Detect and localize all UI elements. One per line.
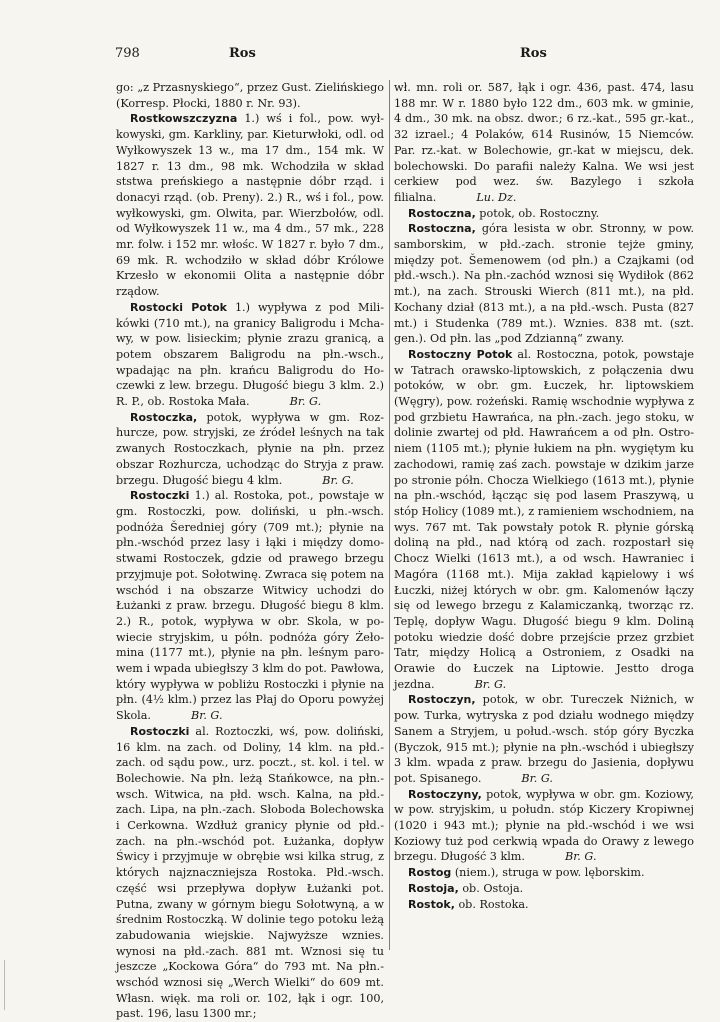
entry-headword: Rostoczki	[130, 489, 190, 503]
entry-headword: Rostog	[408, 866, 452, 880]
running-head-left: Ros	[229, 46, 256, 61]
page-number: 798	[115, 46, 140, 61]
entry-headword: Rostoczna,	[408, 206, 476, 220]
entry-text: potok, w obr. Tureczek Niżnich, w pow. Turka, wytryska z pod działu wodnego między Sanem a Stryjem, u połud.-wsch. stóp góry Byczka (Byczok, 915 mt.); płynie na płn.-wschód i ubiegłszy 3 klm. wpada z praw. brzegu do Jasienia, dopływu pot. Spisanego.	[394, 693, 694, 785]
entry-signature: Br. G.	[521, 771, 553, 785]
entry-signature: Br. G.	[289, 395, 322, 409]
entry-headword: Rostoja,	[408, 881, 459, 895]
entry-signature: Br. G.	[474, 677, 507, 691]
entry-headword: Rostocki Potok	[130, 300, 227, 314]
margin-mark	[4, 960, 11, 1010]
entry-cont2	[394, 80, 694, 206]
entry-text: potok, ob. Rostoczny.	[475, 206, 600, 220]
entry-text: wł. mn. roli or. 587, łąk i ogr. 436, past. 474, lasu 188 mr. W r. 1880 było 122 dm., 603 mk. w gminie, 4 dm., 30 mk. na obsz. dwor.; 6 rz.-kat., 595 gr.-kat., 32 izrael.; 4 Polaków, 614 Rusinów, 15 Niemców. Par. rz.-kat. w Bolechowie, gr.-kat w miejscu, dek. bolechowski. Do parafii należy Kalna. We wsi jest cerkiew pod wez. św. Bazylego i szkoła filialna.	[394, 81, 694, 204]
entry-text: potok, wypływa w gm. Rozhurcze, pow. stryjski, ze źródeł leśnych na tak zwanych Rostoczkach, płynie na płn. przez obszar Rozhurcza, uchodząc do Stryja z praw. brzegu. Długość biegu 4 klm.	[116, 410, 384, 487]
entry-rostog	[394, 865, 694, 881]
entry-text: al. Roztoczki, wś, pow. doliński, 16 klm. na zach. od Doliny, 14 klm. na płd.-zach. od sądu pow., urz. poczt., st. kol. i tel. w Bolechowie. Na płn. leżą Stańkowce, na płn.-wsch. Witwica, na płd. wsch. Kalna, na płd.-zach. Lipa, na płn.-zach. Słoboda Bolechowska i Cerkowna. Wzdłuż granicy płynie od płd.-zach. na płn.-wschód pot. Łużanka, dopływ Świcy i przyjmuje w obrębie wsi kilka strug, z których najznaczniejsza Rostoka. Płd.-wsch. część wsi przepływa dopływ Łużanki pot. Putna, zwany w górnym biegu Sołotwyną, a w średnim Rostoczką. W dolinie tego potoku leżą zabudowania wiejskie. Najwyższe wznies. wynosi na płd.-zach. 881 mt. Wznosi się tu jeszcze „Kockowa Góra“ do 793 mt. Na płn.-wschód wznosi się „Werch Wielki“ do 609 mt. Własn. więk. ma roli or. 102, łąk i ogr. 100, past. 196, lasu 1300 mr.;	[116, 724, 384, 1021]
entry-headword: Rostoczna,	[408, 222, 476, 236]
entry-rostoczka	[116, 410, 384, 489]
entry-headword: Rostoczyn,	[408, 693, 476, 707]
entry-headword: Rostoczny Potok	[408, 347, 513, 361]
entry-text: ob. Ostoja.	[458, 881, 524, 895]
running-head-right: Ros	[520, 46, 547, 61]
entry-signature: Br. G.	[322, 473, 354, 487]
entry-signature: Br. G.	[564, 850, 597, 864]
entry-rostoja	[394, 881, 694, 897]
entry-text: potok, wypływa w obr. gm. Koziowy, w pow. stryjskim, u połudn. stóp Kiczery Kropiwnej (1020 i 943 mt.); płynie na płd.-wschód i we wsi Koziowy tuż pod cerkwią wpada do Orawy z lewego brzegu. Długość 3 klm.	[394, 787, 694, 864]
entry-text: ob. Rostoka.	[454, 897, 529, 911]
entry-rostoczna-1	[394, 206, 694, 222]
page-header	[115, 46, 695, 64]
entry-text: al. Rostoczna, potok, powstaje w Tatrach orawsko-liptowskich, z połączenia dwu potoków, w obr. gm. Łuczek, hr. liptowskiem (Węgry), pow. rożeński. Ramię wschodnie wypływa z pod grzbietu Hawrańca, na płn.-zach. jego stoku, w dolinie zwartej od płd. Hawrańcem a od płn. Ostroniem (1105 mt.); płynie łukiem na płn. wygiętym ku zachodowi, ramię zaś zach. powstaje w dzikim jarze po stronie półn. Chocza Wielkiego (1613 mt.), płynie na płn.-wschód, łącząc się pod lasem Praszywą, u stóp Holicy (1089 mt.), z ramieniem wschodniem, na wys. 767 mt. Tak powstały potok R. płynie górską doliną na płd., nad którą od zach. rozpostarł się Chocz Wielki (1613 mt.), a od wsch. Hawraniec i Magóra (1168 mt.). Mija zakład kąpielowy i wś Łuczki, niżej których w obr. gm. Kalomenów łączy się od lewego brzegu z Kalamiczanką, tworząc rz. Teplę, dopływ Wagu. Długość biegu 9 klm. Doliną potoku wiedzie dość dobre przejście przez grzbiet Tatr, między Holicą a Ostroniem, z Osadki na Orawie do Łuczek na Liptowie. Jestto droga jezdna.	[394, 347, 694, 691]
entry-rostoczna-2	[394, 221, 694, 347]
entry-text: 1.) wypływa z pod Milikówki (710 mt.), na granicy Baligrodu i Mchawy, w pow. lisieckim; płynie zrazu granicą, a potem obszarem Baligrodu na płn.-wsch., wpadając na płn. krańcu Baligrodu do Hoczewki z lew. brzegu. Długość biegu 3 klm. 2.) R. P., ob. Rostoka Mała.	[116, 300, 384, 409]
entry-rostoczny-potok	[394, 347, 694, 692]
entry-cont	[116, 80, 384, 111]
entry-text: 1.) wś i fol., pow. wyłkowyski, gm. Karkliny, par. Kieturwłoki, odl. od Wyłkowyszek 13 w., ma 17 dm., 154 mk. W 1827 r. 13 dm., 98 mk. Wchodziła w skład ststwa preńskiego a następnie dóbr rząd. i donacyi rząd. (ob. Preny). 2.) R., wś i fol., pow. wyłkowyski, gm. Olwita, par. Wierzbołów, odl. od Wyłkowyszek 11 w., ma 4 dm., 57 mk., 228 mr. folw. i 152 mr. włośc. W 1827 r. było 7 dm., 69 mk. R. wchodziło w skład dóbr Królowe Krzesło w ekonomii Olita a następnie dóbr rządow.	[116, 112, 384, 299]
entry-rostoczyny	[394, 787, 694, 866]
entry-rostok	[394, 897, 694, 913]
entry-rostkowszczyzna	[116, 111, 384, 299]
entry-headword: Rostoczka,	[130, 410, 198, 424]
entry-headword: Rostoczyny,	[408, 787, 482, 801]
entry-headword: Rostok,	[408, 897, 455, 911]
entry-rostoczyn	[394, 692, 694, 786]
entry-signature: Br. G.	[190, 709, 223, 723]
entry-headword: Rostkowszczyzna	[130, 112, 238, 126]
entry-text: góra lesista w obr. Stronny, w pow. samborskim, w płd.-zach. stronie tejże gminy, między pot. Šemenowem (od płn.) a Czajkami (od płd.-wsch.). Na płn.-zachód wznosi się Wydiłok (862 mt.), na zach. Strouski Wierch (811 mt.), na płd. Kochany dział (813 mt.), a na płd.-wsch. Pusta (827 mt.) i Studenka (789 mt.). Wznies. 838 mt. (szt. gen.). Od płn. las „pod Zdzianną“ zwany.	[394, 222, 694, 346]
entry-text: go: „z Przasnyskiego“, przez Gust. Zielińskiego (Korresp. Płocki, 1880 r. Nr. 93).	[116, 81, 384, 110]
left-column	[116, 80, 384, 1022]
right-column	[394, 80, 694, 912]
entry-rostoczki-1	[116, 488, 384, 724]
entry-rostocki-potok	[116, 300, 384, 410]
entry-rostoczki-2	[116, 724, 384, 1022]
column-divider	[389, 80, 390, 950]
entry-text: 1.) al. Rostoka, pot., powstaje w gm. Rostoczki, pow. doliński, u płn.-wsch. podnóża Šeredniej góry (709 mt.); płynie na płn.-wschód przez lasy i łąki i między domostwami Rostoczek, gdzie od prawego brzegu przyjmuje pot. Sołotwinę. Zwraca się potem na wschód i na obszarze Witwicy uchodzi do Łużanki z praw. brzegu. Długość biegu 8 klm. 2.) R., potok, wypływa w obr. Skola, w powiecie stryjskim, u półn. podnóża góry Żełomina (1177 mt.), płynie na płn. leśnym parowem i wpada ubiegłszy 3 klm do pot. Pawłowa, który wypływa w pobliżu Rostoczki i płynie na płn. (4½ klm.) przez las Płaj do Oporu powyżej Skola.	[116, 489, 384, 723]
entry-headword: Rostoczki	[130, 724, 190, 738]
entry-text: (niem.), struga w pow. lęborskim.	[451, 866, 645, 880]
entry-signature: Lu. Dz.	[476, 190, 517, 204]
